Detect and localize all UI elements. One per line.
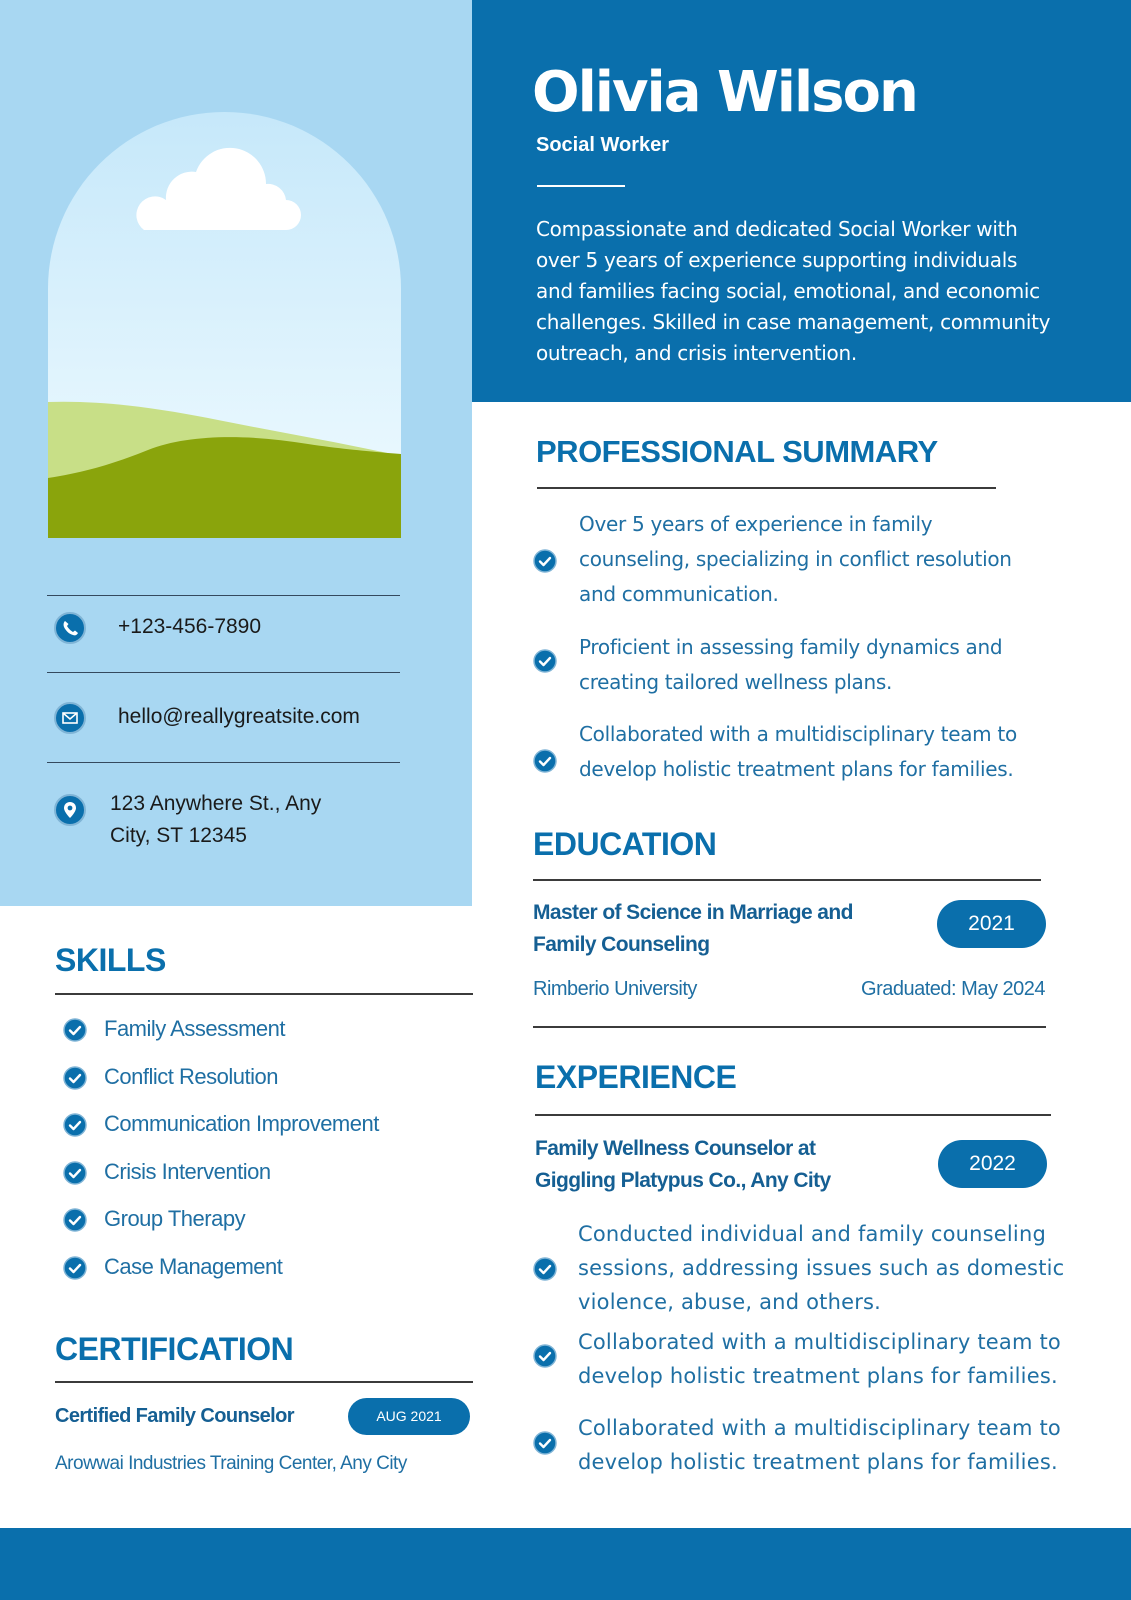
address-line-2: City, ST 12345 [110,824,247,847]
experience-year-badge: 2022 [938,1140,1047,1188]
experience-divider [535,1114,1051,1116]
intro-paragraph: Compassionate and dedicated Social Worker with over 5 years of experience supporting individuals and families facing social, emotional, and economic challenges. Skilled in case management, community outreach, and crisis intervention. [536,217,1051,365]
certification-heading: CERTIFICATION [55,1331,294,1367]
check-icon [63,1018,87,1042]
education-divider [533,879,1041,881]
certification-issuer: Arowwai Industries Training Center, Any City [55,1453,407,1474]
check-icon [533,1344,557,1368]
experience-item: Conducted individual and family counseling sessions, addressing issues such as domestic violence, abuse, and others. [578,1222,1065,1314]
contact-phone[interactable]: +123-456-7890 [118,615,262,638]
check-icon [533,549,557,573]
email-icon [54,702,86,734]
check-icon [63,1256,87,1280]
education-bottom-divider [533,1026,1046,1028]
check-icon [533,749,557,773]
certification-date-badge: AUG 2021 [348,1398,470,1435]
location-icon [54,794,86,826]
skills-heading: SKILLS [55,942,166,978]
contact-divider [47,595,400,596]
check-icon [533,1257,557,1281]
education-year-badge: 2021 [937,900,1046,948]
skills-divider [55,993,473,995]
check-icon [533,649,557,673]
check-icon [533,1431,557,1455]
certification-name: Certified Family Counselor [55,1405,294,1427]
education-graduated: Graduated: May 2024 [861,978,1045,1000]
skill-item: Family Assessment [104,1016,285,1041]
address-line-1: 123 Anywhere St., Any [110,792,322,815]
skill-item: Case Management [104,1254,283,1279]
education-degree: Master of Science in Marriage and Family Counseling [533,901,853,956]
certification-divider [55,1381,473,1383]
summary-item: Proficient in assessing family dynamics and creating tailored wellness plans. [579,635,1003,694]
check-icon [63,1208,87,1232]
check-icon [63,1113,87,1137]
contact-address [110,788,321,852]
contact-divider [47,762,400,763]
check-icon [63,1161,87,1185]
person-name: Olivia Wilson [532,60,917,125]
summary-item: Over 5 years of experience in family counseling, specializing in conflict resolution and communication. [579,512,1012,606]
experience-heading: EXPERIENCE [535,1059,737,1095]
experience-item: Collaborated with a multidisciplinary team to develop holistic treatment plans for families. [578,1330,1061,1388]
experience-position: Family Wellness Counselor at Giggling Platypus Co., Any City [535,1137,831,1192]
job-role: Social Worker [536,134,670,156]
contact-divider [47,672,400,673]
phone-icon [54,612,86,644]
skill-item: Group Therapy [104,1206,246,1231]
skill-item: Communication Improvement [104,1111,379,1136]
education-school: Rimberio University [533,978,697,1000]
summary-item: Collaborated with a multidisciplinary team to develop holistic treatment plans for families. [579,722,1017,781]
summary-divider [537,487,996,489]
role-underline [537,185,625,187]
check-icon [63,1066,87,1090]
profile-photo-illustration [48,112,401,538]
skill-item: Conflict Resolution [104,1064,278,1089]
professional-summary-heading: PROFESSIONAL SUMMARY [536,434,938,469]
skill-item: Crisis Intervention [104,1159,271,1184]
experience-item: Collaborated with a multidisciplinary team to develop holistic treatment plans for families. [578,1416,1061,1474]
education-heading: EDUCATION [533,826,717,862]
footer-bar [0,1528,1131,1600]
contact-email[interactable]: hello@reallygreatsite.com [118,705,360,728]
